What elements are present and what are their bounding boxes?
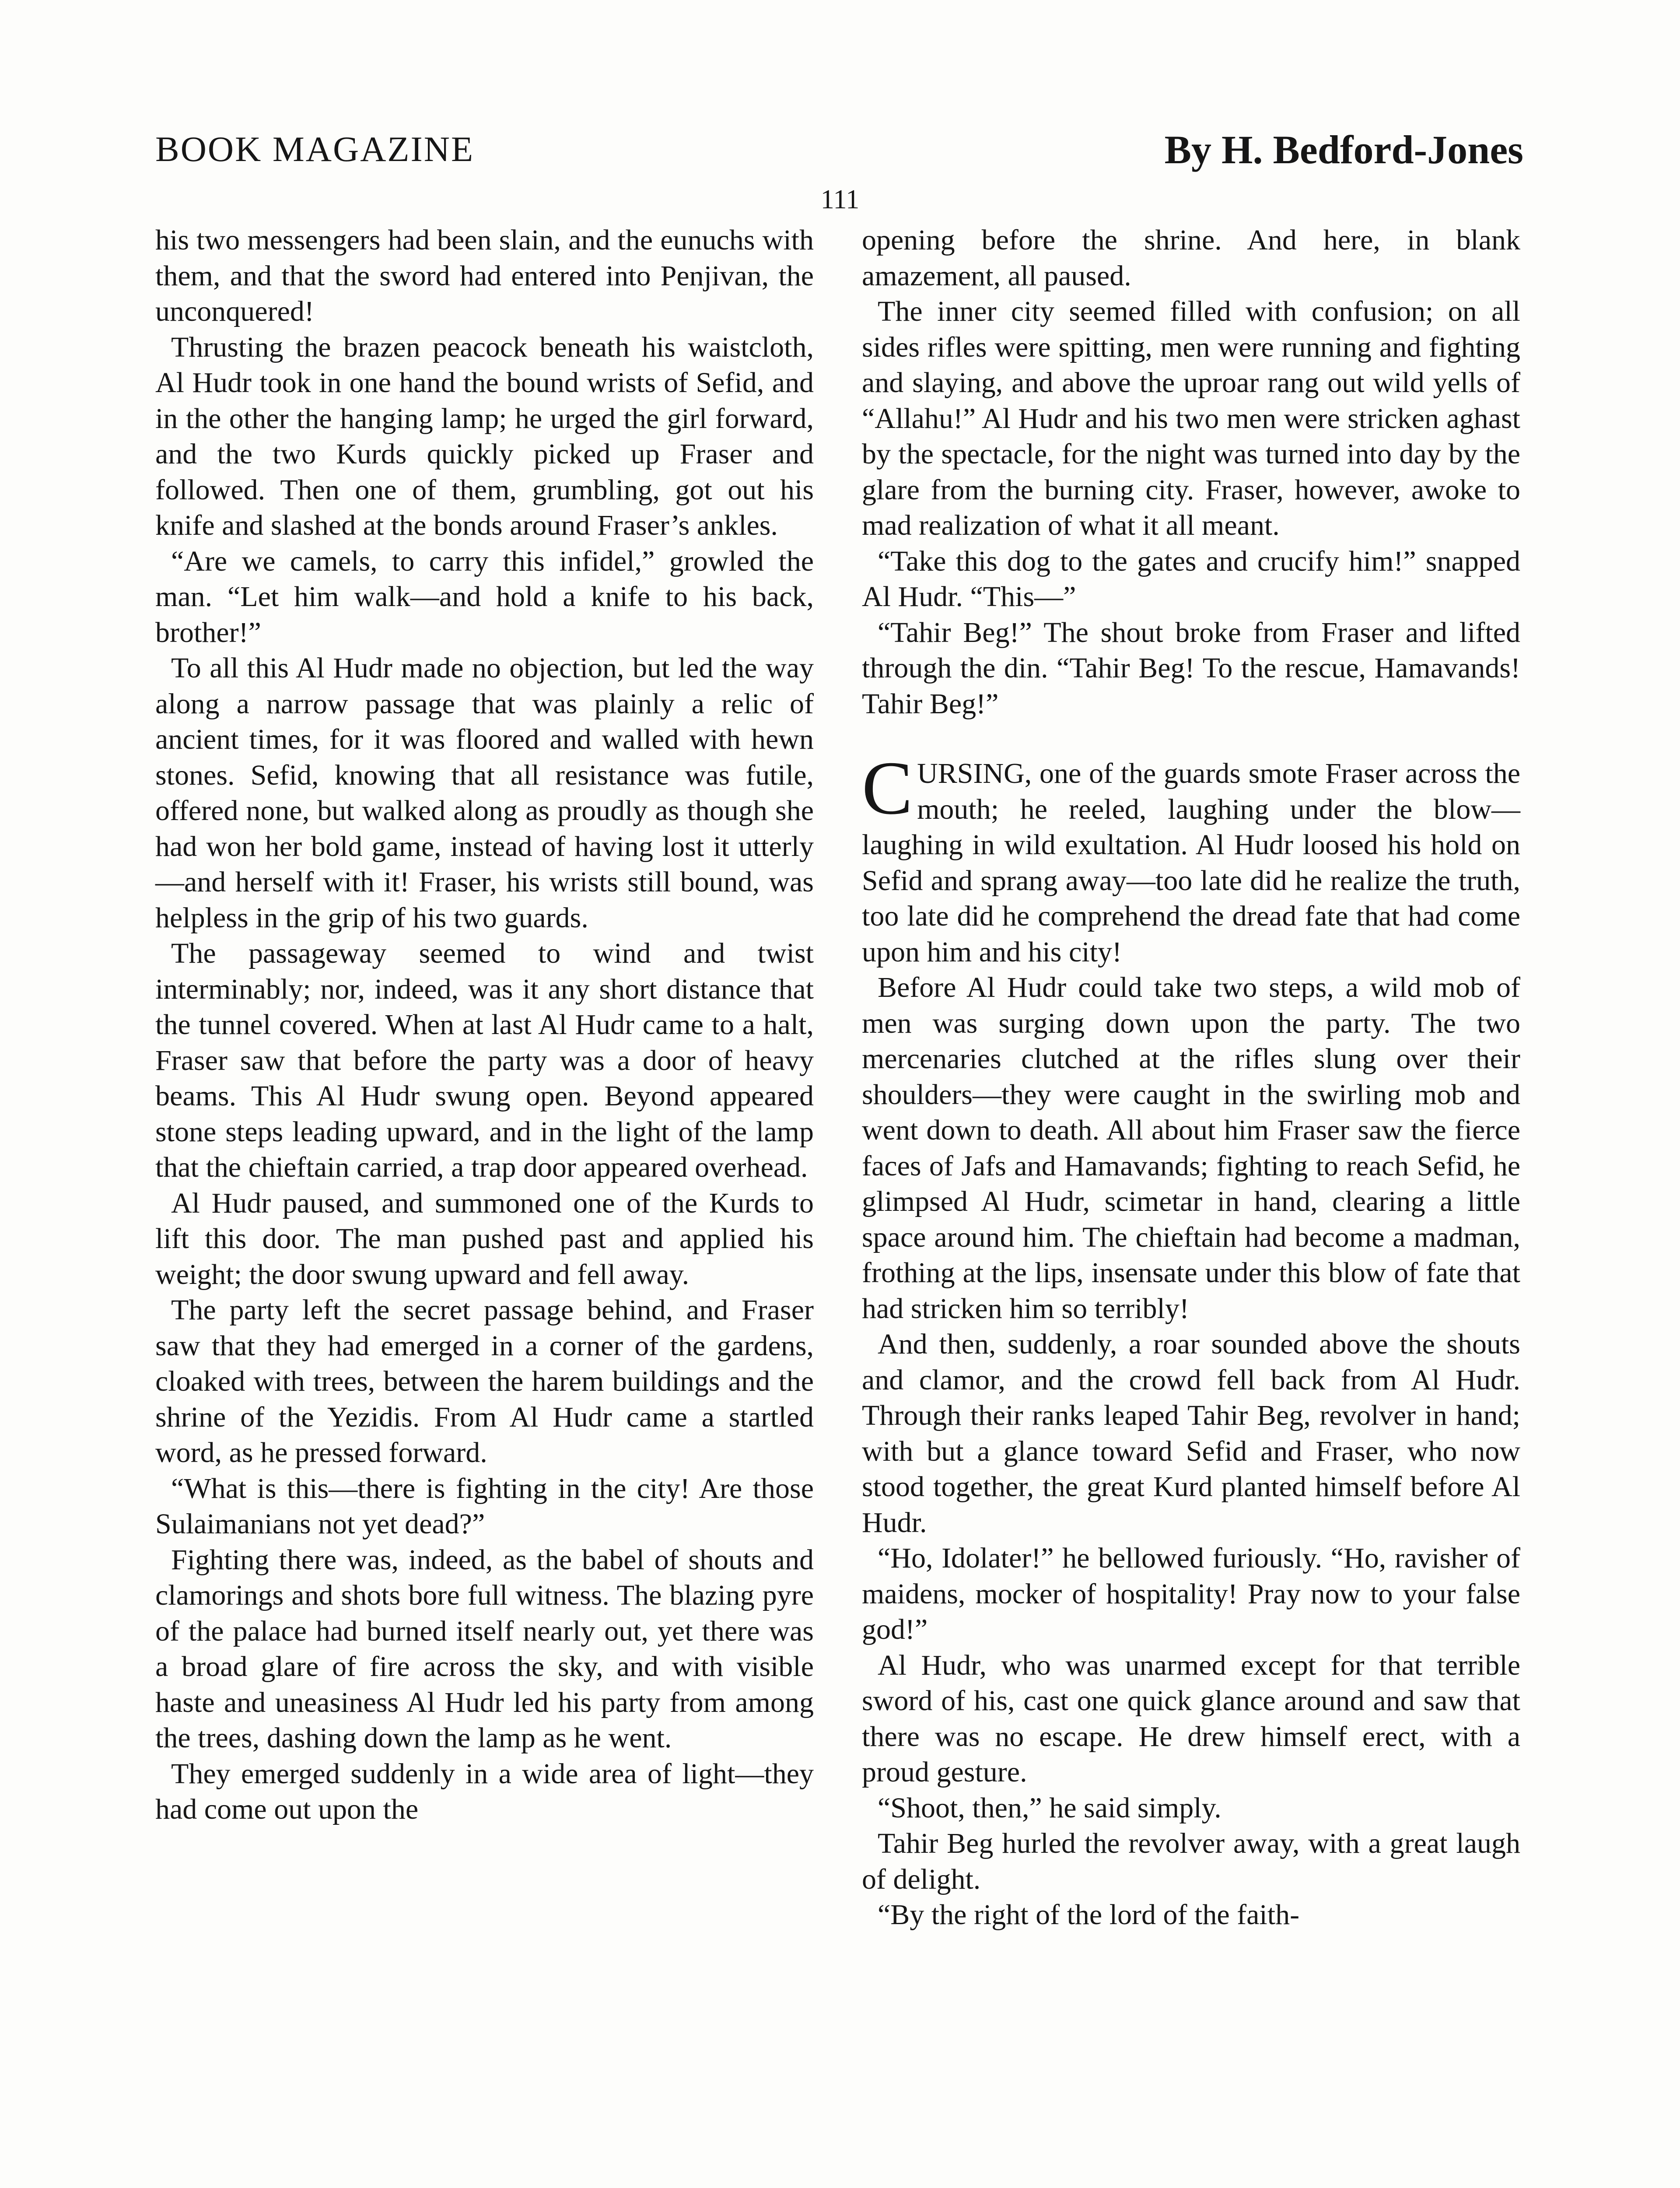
paragraph: The passageway seemed to wind and twist interminably; nor, indeed, was it any short distance that the tunnel covered. When at last Al Hudr came to a halt, Fraser saw that before the party was a door of heavy beams. This Al Hudr swung open. Beyond appeared stone steps leading upward, and in the light of the lamp that the chieftain carried, a trap door appeared overhead. xyxy=(155,937,814,1183)
paragraph: Al Hudr, who was unarmed except for that terrible sword of his, cast one quick glance around and saw that there was no escape. He drew himself erect, with a proud gesture. xyxy=(862,1649,1520,1788)
paragraph: And then, suddenly, a roar sounded above the shouts and clamor, and the crowd fell back from Al Hudr. Through their ranks leaped Tahir Beg, revolver in hand; with but a glance toward Sefid and Fraser, who now stood together, the great Kurd planted himself before Al Hudr. xyxy=(862,1328,1520,1539)
paragraph: The party left the secret passage behind, and Fraser saw that they had emerged in a corner of the gardens, cloaked with trees, between the harem buildings and the shrine of the Yezidis. From Al Hudr came a startled word, as he pressed forward. xyxy=(155,1294,814,1469)
left-column xyxy=(155,222,814,1827)
paragraph: “Shoot, then,” he said simply. xyxy=(878,1792,1222,1824)
paragraph: “What is this—there is fighting in the city! Are those Sulaimanians not yet dead?” xyxy=(155,1472,814,1540)
paragraph: Al Hudr paused, and summoned one of the Kurds to lift this door. The man pushed past and applied his weight; the door swung upward and fell away. xyxy=(155,1187,814,1290)
paragraph: Thrusting the brazen peacock beneath his waistcloth, Al Hudr took in one hand the bound wrists of Sefid, and in the other the hanging lamp; he urged the girl forward, and the two Kurds quickly picked up Fraser and followed. Then one of them, grumbling, got out his knife and slashed at the bonds around Fraser’s ankles. xyxy=(155,331,814,541)
paragraph: “Tahir Beg!” The shout broke from Fraser and lifted through the din. “Tahir Beg! To the rescue, Hamavands! Tahir Beg!” xyxy=(862,616,1520,720)
magazine-title: BOOK MAGAZINE xyxy=(155,129,475,169)
paragraph: “Ho, Idolater!” he bellowed furiously. “Ho, ravisher of maidens, mocker of hospitality! Pray now to your false god!” xyxy=(862,1542,1520,1645)
paragraph: Fighting there was, indeed, as the babel of shouts and clamorings and shots bore full witness. The blazing pyre of the palace had burned itself nearly out, yet there was a broad glare of fire across the sky, and with visible haste and uneasiness Al Hudr led his party from among the trees, dashing down the lamp as he went. xyxy=(155,1543,814,1754)
section-opening-paragraph xyxy=(862,746,1520,970)
paragraph: Before Al Hudr could take two steps, a wild mob of men was surging down upon the party. The two mercenaries clutched at the rifles slung over their shoulders—they were caught in the swirling mob and went down to death. All about him Fraser saw the fierce faces of Jafs and Hamavands; fighting to reach Sefid, he glimpsed Al Hudr, scimetar in hand, clearing a little space around him. The chieftain had become a madman, frothing at the lips, insensate under this blow of fate that had stricken him so terribly! xyxy=(862,971,1520,1325)
right-column xyxy=(862,222,1520,1933)
author-byline: By H. Bedford-Jones xyxy=(1164,127,1523,172)
paragraph: To all this Al Hudr made no objection, but led the way along a narrow passage that was plainly a relic of ancient times, for it was floored and walled with hewn stones. Sefid, knowing that all resistance was futile, offered none, but walked along as proudly as though she had won her bold game, instead of having lost it utterly—and herself with it! Fraser, his wrists still bound, was helpless in the grip of his two guards. xyxy=(155,652,814,934)
paragraph: They emerged suddenly in a wide area of light—they had come out upon the xyxy=(155,1757,814,1825)
paragraph: “Are we camels, to carry this infidel,” growled the man. “Let him walk—and hold a knife to his back, brother!” xyxy=(155,545,814,649)
page-number: 111 xyxy=(820,185,860,214)
paragraph: Tahir Beg hurled the revolver away, with a great laugh of delight. xyxy=(862,1827,1520,1895)
paragraph: opening before the shrine. And here, in blank amazement, all paused. xyxy=(862,224,1520,292)
paragraph: “By the right of the lord of the faith- xyxy=(878,1899,1300,1931)
section-opening-text: URSING, one of the guards smote Fraser across the mouth; he reeled, laughing under the blow—laughing in wild exultation. Al Hudr loosed his hold on Sefid and sprang away—too late did he realize the truth, too late did he comprehend the dread fate that had come upon him and his city! xyxy=(862,757,1520,968)
drop-cap: C xyxy=(862,746,913,830)
paragraph: The inner city seemed filled with confusion; on all sides rifles were spitting, men were running and fighting and slaying, and above the uproar rang out wild yells of “Allahu!” Al Hudr and his two men were stricken aghast by the spectacle, for the night was turned into day by the glare from the burning city. Fraser, however, awoke to mad realization of what it all meant. xyxy=(862,295,1520,541)
paragraph: his two messengers had been slain, and the eunuchs with them, and that the sword had entered into Penjivan, the unconquered! xyxy=(155,224,814,327)
paragraph: “Take this dog to the gates and crucify him!” snapped Al Hudr. “This—” xyxy=(862,545,1520,613)
